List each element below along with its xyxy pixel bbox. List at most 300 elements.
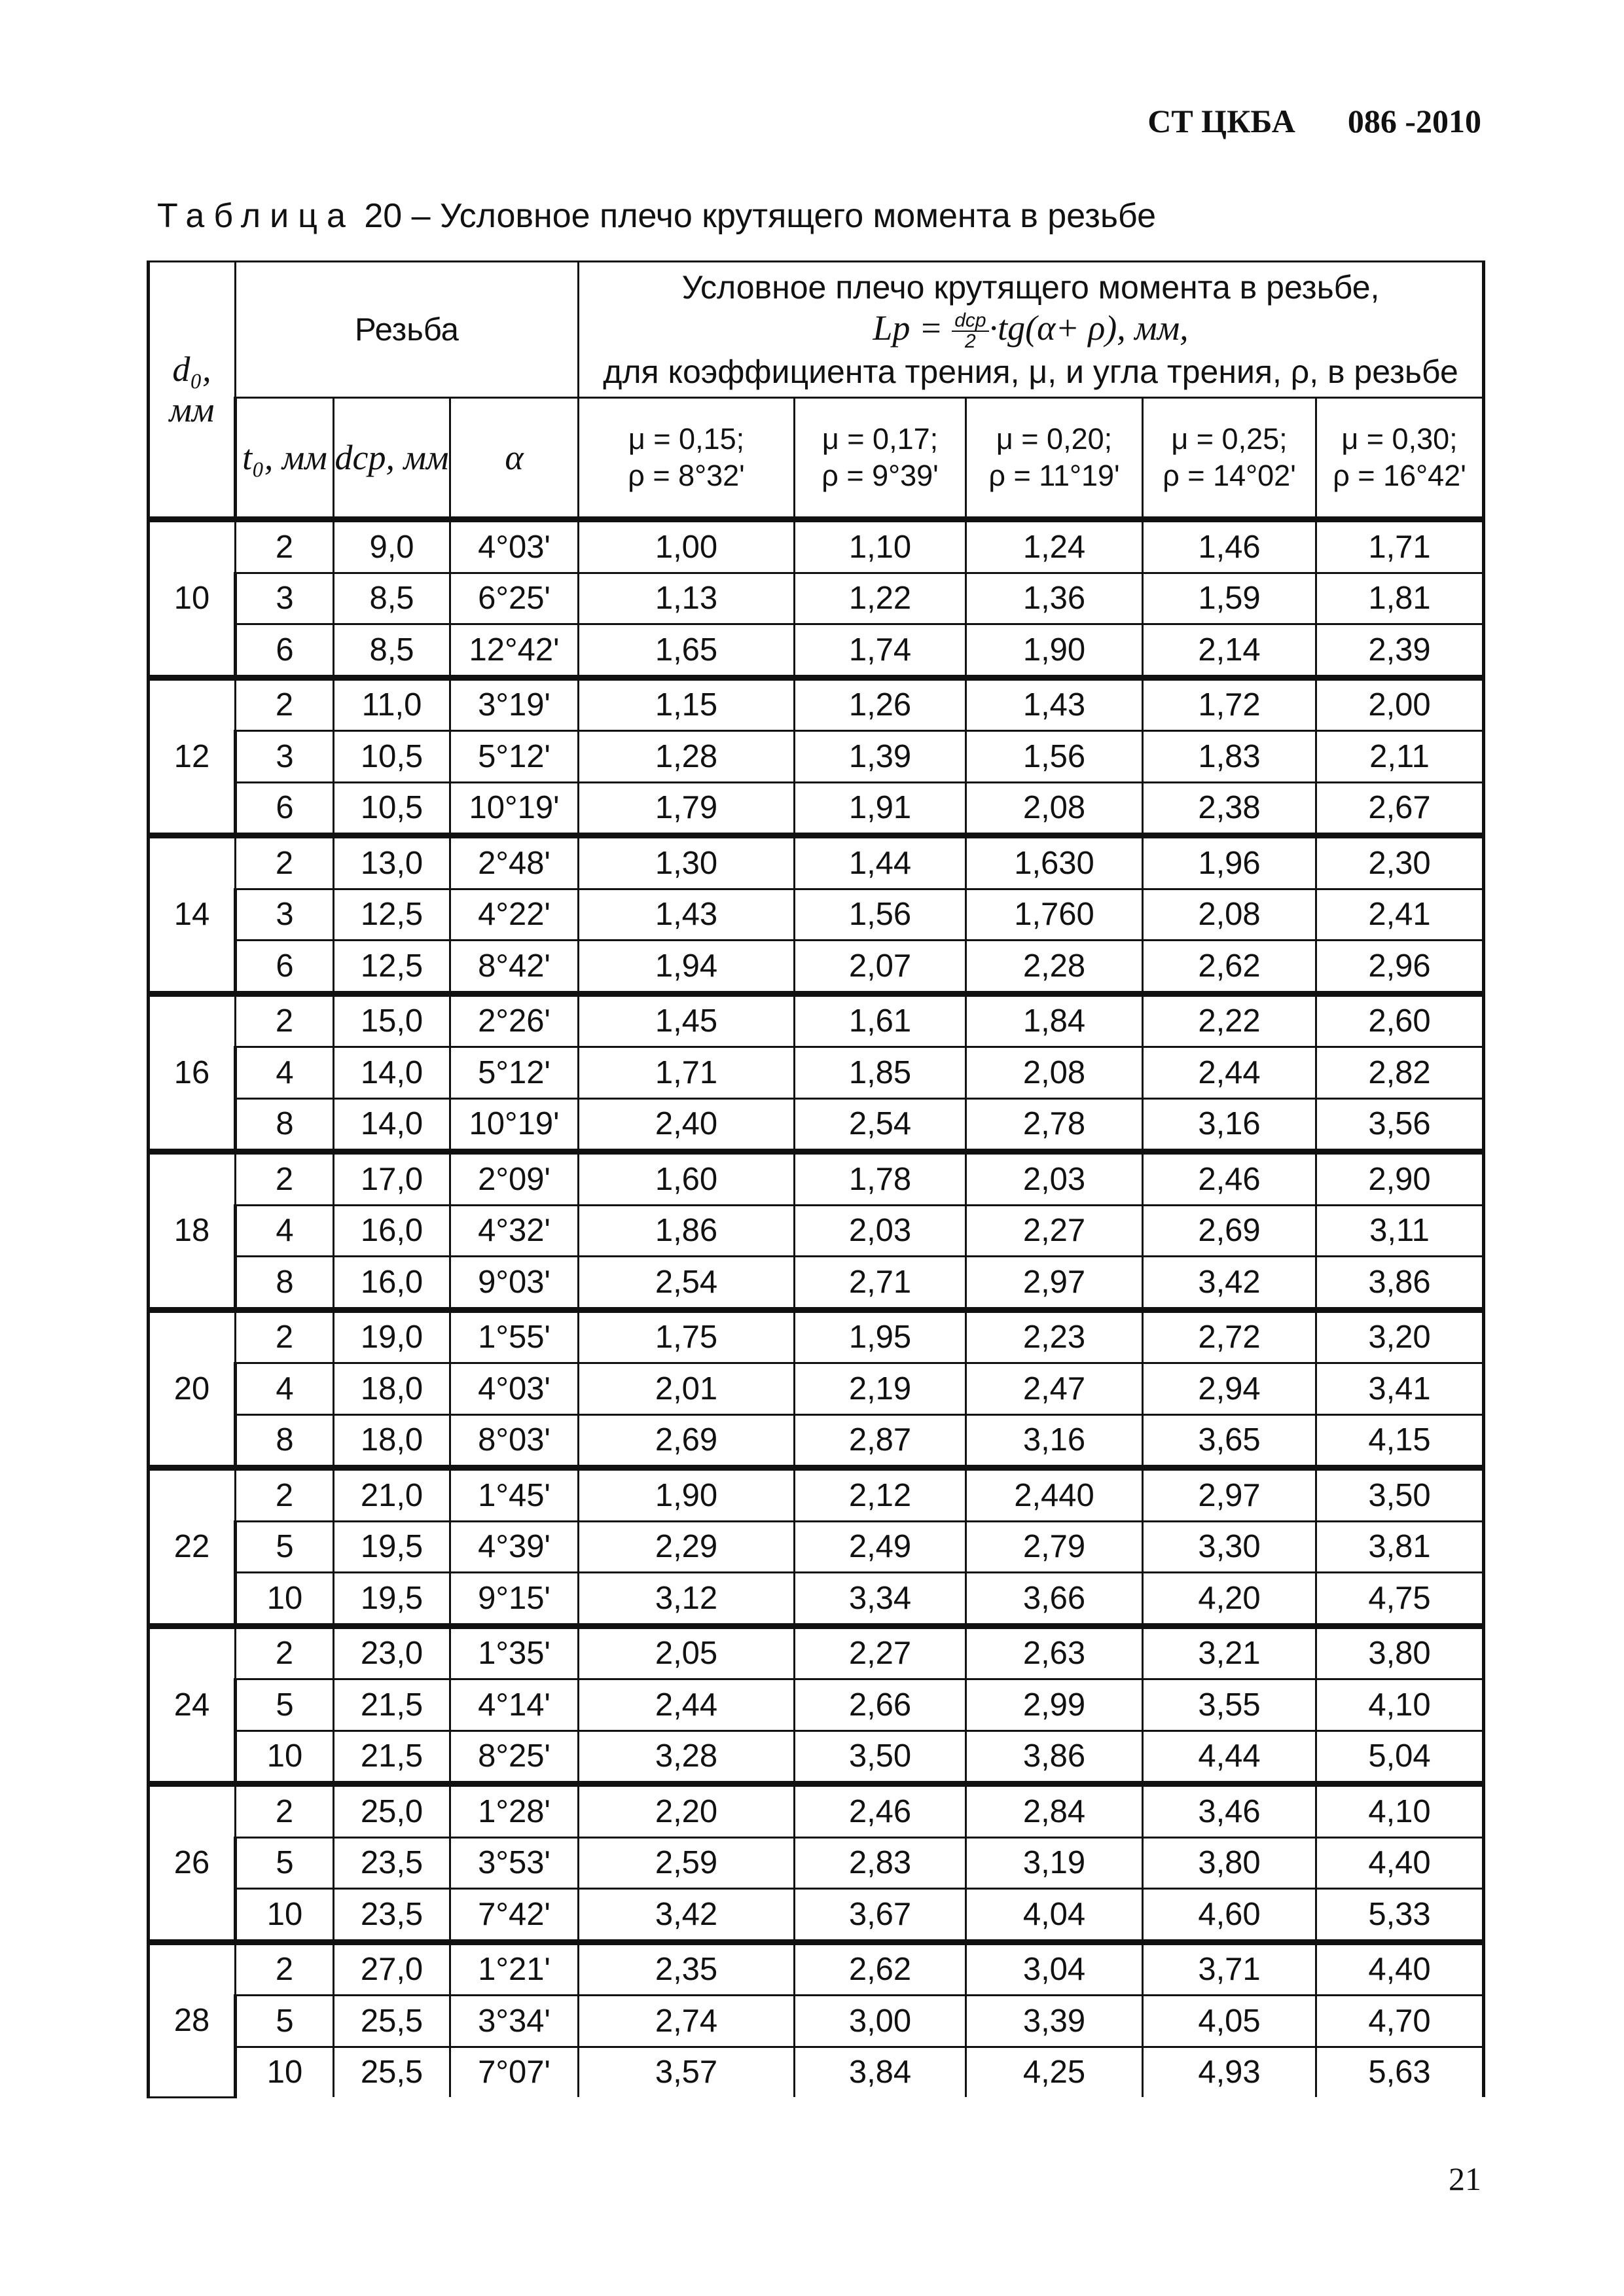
d0-cell: 16	[149, 994, 236, 1152]
table-cell: 18,0	[334, 1363, 450, 1415]
table-cell: 2,44	[1143, 1047, 1316, 1099]
table-cell: 3,11	[1316, 1205, 1484, 1257]
table-cell: 1,10	[795, 520, 966, 573]
table-cell: 2	[236, 1784, 334, 1838]
table-cell: 21,5	[334, 1679, 450, 1731]
table-cell: 3,71	[1143, 1942, 1316, 1996]
table-cell: 2,08	[1143, 889, 1316, 941]
table-cell: 4°03'	[450, 1363, 579, 1415]
table-cell: 1°28'	[450, 1784, 579, 1838]
table-cell: 1,96	[1143, 836, 1316, 889]
d0-cell: 22	[149, 1468, 236, 1626]
table-cell: 1,630	[966, 836, 1143, 889]
page-number: 21	[1449, 2161, 1481, 2197]
table-cell: 5°12'	[450, 731, 579, 783]
table-cell: 2,11	[1316, 731, 1484, 783]
table-cell: 1,45	[579, 994, 795, 1047]
table-cell: 3,66	[966, 1573, 1143, 1626]
table-cell: 23,5	[334, 1889, 450, 1943]
table-cell: 5,33	[1316, 1889, 1484, 1943]
table-cell: 2,27	[966, 1205, 1143, 1257]
table-cell: 2,54	[579, 1257, 795, 1310]
table-caption	[157, 196, 1156, 236]
table-cell: 25,5	[334, 2047, 450, 2097]
table-cell: 16,0	[334, 1205, 450, 1257]
table-cell: 2°48'	[450, 836, 579, 889]
table-cell: 3,80	[1143, 1837, 1316, 1889]
table-cell: 1,26	[795, 677, 966, 731]
table-cell: 10,5	[334, 782, 450, 836]
table-cell: 2,38	[1143, 782, 1316, 836]
d0-cell: 18	[149, 1152, 236, 1310]
table-cell: 3,19	[966, 1837, 1143, 1889]
table-cell: 4,04	[966, 1889, 1143, 1943]
table-cell: 2,60	[1316, 994, 1484, 1047]
mu-header: μ = 0,15; ρ = 8°32'	[579, 398, 795, 520]
table-cell: 2°09'	[450, 1152, 579, 1206]
table-cell: 8,5	[334, 624, 450, 678]
table-cell: 8°42'	[450, 941, 579, 994]
table-cell: 4,10	[1316, 1679, 1484, 1731]
d0-cell: 12	[149, 677, 236, 836]
table-cell: 12°42'	[450, 624, 579, 678]
table-cell: 9,0	[334, 520, 450, 573]
table-cell: 4,05	[1143, 1996, 1316, 2047]
table-cell: 10,5	[334, 731, 450, 783]
table-cell: 2,29	[579, 1521, 795, 1573]
table-cell: 2,62	[1143, 941, 1316, 994]
table-cell: 7°42'	[450, 1889, 579, 1943]
table-cell: 3,67	[795, 1889, 966, 1943]
table-cell: 2,28	[966, 941, 1143, 994]
arm-formula: Lp = $\frac{\text{dср}}{2}$ ·tg(α+ ρ), мм,	[873, 308, 1189, 352]
table-cell: 5	[236, 1837, 334, 1889]
table-cell: 4,60	[1143, 1889, 1316, 1943]
table-cell: 8	[236, 1414, 334, 1468]
table-cell: 4°22'	[450, 889, 579, 941]
table-cell: 3,16	[966, 1414, 1143, 1468]
table-cell: 2	[236, 677, 334, 731]
table-cell: 3,34	[795, 1573, 966, 1626]
table-cell: 2,74	[579, 1996, 795, 2047]
table-cell: 6	[236, 624, 334, 678]
table-cell: 2,72	[1143, 1310, 1316, 1363]
table-cell: 3,04	[966, 1942, 1143, 1996]
table-cell: 2	[236, 1626, 334, 1679]
table-cell: 4°03'	[450, 520, 579, 573]
table-cell: 2,35	[579, 1942, 795, 1996]
document-header	[1147, 102, 1481, 140]
table-cell: 8	[236, 1098, 334, 1152]
table-cell: 2,440	[966, 1468, 1143, 1522]
table-cell: 4	[236, 1205, 334, 1257]
table-cell: 2,19	[795, 1363, 966, 1415]
table-cell: 3,42	[579, 1889, 795, 1943]
table-cell: 2,97	[1143, 1468, 1316, 1522]
table-cell: 3,46	[1143, 1784, 1316, 1838]
table-row	[149, 1626, 1484, 1679]
table-row	[149, 782, 1484, 836]
table-cell: 1,36	[966, 573, 1143, 624]
table-cell: 1,86	[579, 1205, 795, 1257]
table-cell: 25,0	[334, 1784, 450, 1838]
table-cell: 4°14'	[450, 1679, 579, 1731]
table-cell: 2,83	[795, 1837, 966, 1889]
table-cell: 21,5	[334, 1731, 450, 1784]
table-cell: 3,30	[1143, 1521, 1316, 1573]
table-cell: 2°26'	[450, 994, 579, 1047]
table-row	[149, 1521, 1484, 1573]
table-row	[149, 941, 1484, 994]
table-cell: 2,08	[966, 782, 1143, 836]
table-cell: 19,0	[334, 1310, 450, 1363]
table-cell: 4,44	[1143, 1731, 1316, 1784]
table-cell: 1,79	[579, 782, 795, 836]
table-cell: 1,46	[1143, 520, 1316, 573]
table-cell: 6	[236, 941, 334, 994]
table-row	[149, 1363, 1484, 1415]
table-cell: 5°12'	[450, 1047, 579, 1099]
table-cell: 16,0	[334, 1257, 450, 1310]
d0-cell: 26	[149, 1784, 236, 1943]
arm-note: для коэффициента трения, μ, и угла трения, ρ, в резьбе	[603, 353, 1458, 390]
table-cell: 2,54	[795, 1098, 966, 1152]
table-cell: 2,07	[795, 941, 966, 994]
table-cell: 2,59	[579, 1837, 795, 1889]
table-cell: 18,0	[334, 1414, 450, 1468]
table-cell: 2,03	[966, 1152, 1143, 1206]
table-cell: 1,56	[795, 889, 966, 941]
table-cell: 9°15'	[450, 1573, 579, 1626]
table-cell: 2,99	[966, 1679, 1143, 1731]
table-row	[149, 994, 1484, 1047]
table-cell: 12,5	[334, 941, 450, 994]
table-cell: 2,41	[1316, 889, 1484, 941]
mu-header: μ = 0,20; ρ = 11°19'	[966, 398, 1143, 520]
table-cell: 1,13	[579, 573, 795, 624]
table-cell: 15,0	[334, 994, 450, 1047]
table-cell: 1,72	[1143, 677, 1316, 731]
dcp-header: dср, мм	[334, 398, 450, 520]
table-cell: 3,57	[579, 2047, 795, 2097]
table-cell: 1,81	[1316, 573, 1484, 624]
table-cell: 23,5	[334, 1837, 450, 1889]
table-cell: 1,91	[795, 782, 966, 836]
table-cell: 1,78	[795, 1152, 966, 1206]
table-cell: 2	[236, 994, 334, 1047]
table-cell: 14,0	[334, 1047, 450, 1099]
table-cell: 2,03	[795, 1205, 966, 1257]
table-cell: 2,44	[579, 1679, 795, 1731]
table-cell: 2,49	[795, 1521, 966, 1573]
table-cell: 2,82	[1316, 1047, 1484, 1099]
table-row	[149, 1152, 1484, 1206]
table-cell: 25,5	[334, 1996, 450, 2047]
table-cell: 2,67	[1316, 782, 1484, 836]
table-row	[149, 1679, 1484, 1731]
table-row	[149, 1047, 1484, 1099]
formula-fraction: $\frac{\text{dср}}{2}$	[952, 311, 988, 351]
table-cell: 6	[236, 782, 334, 836]
table-cell: 14,0	[334, 1098, 450, 1152]
table-cell: 3,28	[579, 1731, 795, 1784]
mu-header: μ = 0,25; ρ = 14°02'	[1143, 398, 1316, 520]
table-cell: 8,5	[334, 573, 450, 624]
table-cell: 7°07'	[450, 2047, 579, 2097]
table-cell: 3°19'	[450, 677, 579, 731]
table-cell: 2,47	[966, 1363, 1143, 1415]
table-row	[149, 1414, 1484, 1468]
table-cell: 8°03'	[450, 1414, 579, 1468]
table-cell: 2,69	[579, 1414, 795, 1468]
table-cell: 2	[236, 1468, 334, 1522]
d0-cell: 20	[149, 1310, 236, 1468]
table-row	[149, 1784, 1484, 1838]
table-cell: 1,39	[795, 731, 966, 783]
table-cell: 4,15	[1316, 1414, 1484, 1468]
doc-number: 086 -2010	[1347, 103, 1481, 139]
table-cell: 4	[236, 1047, 334, 1099]
table-cell: 3,50	[1316, 1468, 1484, 1522]
table-cell: 4°39'	[450, 1521, 579, 1573]
table-cell: 5,63	[1316, 2047, 1484, 2097]
table-cell: 1,30	[579, 836, 795, 889]
table-cell: 23,0	[334, 1626, 450, 1679]
table-cell: 1,90	[579, 1468, 795, 1522]
thread-header: Резьба	[236, 262, 579, 398]
table-cell: 1,71	[579, 1047, 795, 1099]
table-cell: 2,69	[1143, 1205, 1316, 1257]
table-row	[149, 1573, 1484, 1626]
table-cell: 2,01	[579, 1363, 795, 1415]
table-cell: 17,0	[334, 1152, 450, 1206]
d0-cell: 28	[149, 1942, 236, 2097]
table-cell: 1,75	[579, 1310, 795, 1363]
alpha-header: α	[450, 398, 579, 520]
table-cell: 21,0	[334, 1468, 450, 1522]
table-cell: 11,0	[334, 677, 450, 731]
table-cell: 3,84	[795, 2047, 966, 2097]
table-cell: 1,15	[579, 677, 795, 731]
table-row	[149, 1098, 1484, 1152]
table-body	[149, 520, 1484, 2098]
caption-number: 20	[364, 197, 403, 235]
table-cell: 4,25	[966, 2047, 1143, 2097]
table-cell: 1,94	[579, 941, 795, 994]
table-cell: 2,14	[1143, 624, 1316, 678]
table-cell: 3,16	[1143, 1098, 1316, 1152]
table-cell: 2,66	[795, 1679, 966, 1731]
table-cell: 4,93	[1143, 2047, 1316, 2097]
table-cell: 2,46	[1143, 1152, 1316, 1206]
table-cell: 1,61	[795, 994, 966, 1047]
table-cell: 1,84	[966, 994, 1143, 1047]
table-cell: 2,40	[579, 1098, 795, 1152]
table-cell: 2	[236, 1310, 334, 1363]
table-cell: 3	[236, 889, 334, 941]
table-cell: 9°03'	[450, 1257, 579, 1310]
table-cell: 5	[236, 1996, 334, 2047]
table-cell: 2,78	[966, 1098, 1143, 1152]
table-cell: 2,79	[966, 1521, 1143, 1573]
table-cell: 2,00	[1316, 677, 1484, 731]
table-cell: 1,85	[795, 1047, 966, 1099]
table-cell: 2	[236, 1152, 334, 1206]
table-cell: 1,24	[966, 520, 1143, 573]
table-row	[149, 836, 1484, 889]
table-cell: 1,22	[795, 573, 966, 624]
table-cell: 4,20	[1143, 1573, 1316, 1626]
table-cell: 2,94	[1143, 1363, 1316, 1415]
doc-code: СТ ЦКБА	[1147, 103, 1295, 139]
table-row	[149, 1996, 1484, 2047]
table-cell: 10	[236, 2047, 334, 2097]
table-cell: 1,56	[966, 731, 1143, 783]
table-cell: 8	[236, 1257, 334, 1310]
table-cell: 19,5	[334, 1521, 450, 1573]
table-cell: 3,86	[966, 1731, 1143, 1784]
d0-cell: 24	[149, 1626, 236, 1784]
table-cell: 6°25'	[450, 573, 579, 624]
table-cell: 1,95	[795, 1310, 966, 1363]
table-cell: 2	[236, 1942, 334, 1996]
mu-header: μ = 0,30; ρ = 16°42'	[1316, 398, 1484, 520]
table-row	[149, 731, 1484, 783]
table-cell: 2,46	[795, 1784, 966, 1838]
table-cell: 1°35'	[450, 1626, 579, 1679]
table-cell: 2,63	[966, 1626, 1143, 1679]
table-cell: 1,74	[795, 624, 966, 678]
table-cell: 4,10	[1316, 1784, 1484, 1838]
table-cell: 8°25'	[450, 1731, 579, 1784]
table-cell: 3,81	[1316, 1521, 1484, 1573]
table-cell: 4,75	[1316, 1573, 1484, 1626]
table-cell: 10	[236, 1731, 334, 1784]
table-cell: 3,65	[1143, 1414, 1316, 1468]
table-cell: 3,41	[1316, 1363, 1484, 1415]
table-cell: 3°34'	[450, 1996, 579, 2047]
table-cell: 2,39	[1316, 624, 1484, 678]
table-cell: 1,65	[579, 624, 795, 678]
table-cell: 2,84	[966, 1784, 1143, 1838]
caption-text: – Условное плечо крутящего момента в резьбе	[411, 197, 1157, 235]
table-row	[149, 1942, 1484, 1996]
table-cell: 13,0	[334, 836, 450, 889]
table-cell: 2,20	[579, 1784, 795, 1838]
table-row	[149, 1205, 1484, 1257]
table-cell: 1,83	[1143, 731, 1316, 783]
table-cell: 2,96	[1316, 941, 1484, 994]
table-cell: 1,44	[795, 836, 966, 889]
table-row	[149, 624, 1484, 678]
table-cell: 1,00	[579, 520, 795, 573]
table-cell: 1°55'	[450, 1310, 579, 1363]
table-row	[149, 520, 1484, 573]
table-row	[149, 573, 1484, 624]
table-cell: 3°53'	[450, 1837, 579, 1889]
table-cell: 2,71	[795, 1257, 966, 1310]
table-cell: 10	[236, 1889, 334, 1943]
table-cell: 4,40	[1316, 1942, 1484, 1996]
table-row	[149, 1889, 1484, 1943]
table-cell: 1,90	[966, 624, 1143, 678]
table-cell: 3,56	[1316, 1098, 1484, 1152]
table-cell: 4°32'	[450, 1205, 579, 1257]
table-cell: 1,43	[579, 889, 795, 941]
arm-header	[579, 262, 1484, 398]
caption-label: Таблица	[157, 197, 355, 235]
header-row-1	[149, 262, 1484, 398]
table-cell: 2,27	[795, 1626, 966, 1679]
table-cell: 2	[236, 520, 334, 573]
table-cell: 3,39	[966, 1996, 1143, 2047]
table-cell: 4,40	[1316, 1837, 1484, 1889]
table-cell: 2	[236, 836, 334, 889]
table-row	[149, 1731, 1484, 1784]
table-cell: 1°21'	[450, 1942, 579, 1996]
table-cell: 3,42	[1143, 1257, 1316, 1310]
table-cell: 10°19'	[450, 782, 579, 836]
table-cell: 1,28	[579, 731, 795, 783]
table-cell: 10	[236, 1573, 334, 1626]
table-row	[149, 889, 1484, 941]
table-cell: 5	[236, 1521, 334, 1573]
table-cell: 19,5	[334, 1573, 450, 1626]
table-cell: 2,05	[579, 1626, 795, 1679]
d0-header: d₀, мм	[149, 262, 236, 520]
table-cell: 3,55	[1143, 1679, 1316, 1731]
table-row	[149, 1468, 1484, 1522]
table-cell: 2,23	[966, 1310, 1143, 1363]
table-cell: 2,87	[795, 1414, 966, 1468]
table-row	[149, 1837, 1484, 1889]
table-cell: 2,08	[966, 1047, 1143, 1099]
table-cell: 1,71	[1316, 520, 1484, 573]
d0-cell: 10	[149, 520, 236, 678]
table-cell: 10°19'	[450, 1098, 579, 1152]
mu-header: μ = 0,17; ρ = 9°39'	[795, 398, 966, 520]
table-cell: 5,04	[1316, 1731, 1484, 1784]
table-cell: 2,62	[795, 1942, 966, 1996]
table-cell: 2,97	[966, 1257, 1143, 1310]
table-cell: 12,5	[334, 889, 450, 941]
table-cell: 3,21	[1143, 1626, 1316, 1679]
table-row	[149, 1257, 1484, 1310]
table-cell: 1°45'	[450, 1468, 579, 1522]
table-cell: 4	[236, 1363, 334, 1415]
table-cell: 3	[236, 573, 334, 624]
table-cell: 2,90	[1316, 1152, 1484, 1206]
table-cell: 3,12	[579, 1573, 795, 1626]
table-cell: 3,00	[795, 1996, 966, 2047]
table-cell: 2,22	[1143, 994, 1316, 1047]
table-cell: 3,20	[1316, 1310, 1484, 1363]
table-cell: 1,59	[1143, 573, 1316, 624]
torque-arm-table	[147, 260, 1485, 2098]
table-cell: 1,60	[579, 1152, 795, 1206]
table-cell: 5	[236, 1679, 334, 1731]
table-cell: 3,50	[795, 1731, 966, 1784]
table-cell: 1,43	[966, 677, 1143, 731]
table-cell: 2,30	[1316, 836, 1484, 889]
table-cell: 1,760	[966, 889, 1143, 941]
header-row-2	[149, 398, 1484, 520]
table-cell: 2,12	[795, 1468, 966, 1522]
table-cell: 3	[236, 731, 334, 783]
table-cell: 27,0	[334, 1942, 450, 1996]
arm-title: Условное плечо крутящего момента в резьбе,	[681, 269, 1380, 306]
table-cell: 3,86	[1316, 1257, 1484, 1310]
